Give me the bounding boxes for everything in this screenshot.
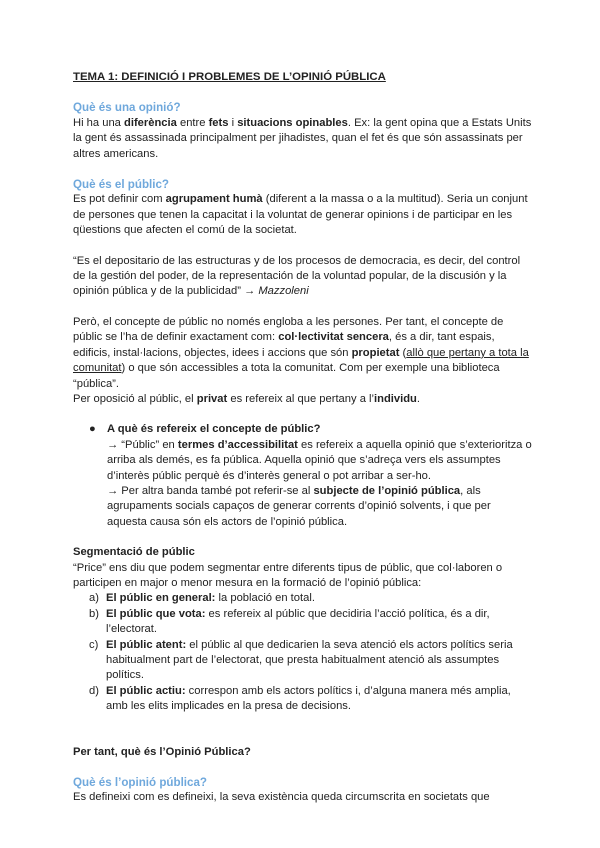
heading-what-is-opinion: Què és una opinió? <box>73 101 181 115</box>
list-item: d) El públic actiu: correspon amb els actors polítics i, d’alguna manera més amplia, amb les elits implicades en la presa de decisions. <box>89 684 511 713</box>
bullet-marker: ● <box>89 423 96 436</box>
paragraph-public-definition: Es pot definir com agrupament humà (diferent a la massa o a la multitud). Seria un conjunt de persones que tenen la capacitat i la voluntat de generar opinions i de participar en les qüestions que afecten el comú de la societat. <box>73 193 528 237</box>
heading-segmentation: Segmentació de públic <box>73 546 195 559</box>
paragraph-opinion: Hi ha una diferència entre fets i situacions opinables. Ex: la gent opina que a Estats Units la gent és assassinada principalment per jihadistes, quan el fet és que són assassinats per altres americans. <box>73 116 532 160</box>
segmentation-list <box>73 591 533 714</box>
document-title: TEMA 1: DEFINICIÓ I PROBLEMES DE L’OPINIÓ PÚBLICA <box>73 71 386 83</box>
bullet-question: A què és refereix el concepte de públic? <box>107 423 321 436</box>
quote-mazzoleni: “Es el depositario de las estructuras y de los procesos de democracia, es decir, del control de la gestión del poder, de la representación de la voluntad popular, de la discusión y la opinión pública y de la publicidad” → Mazzoleni <box>73 254 521 298</box>
bullet-item-public-concept <box>89 422 533 530</box>
bullet-line-accessibility: → “Públic” en termes d’accessibilitat es refereix a aquella opinió que s’exterioritza o arriba als demés, es fa pública. Aquella opinió que s’adreça vers els assumptes d’interès públic perquè és d’interès general o pot arribar a ser-ho. <box>107 438 532 482</box>
paragraph-public-concept: Però, el concepte de públic no només engloba a les persones. Per tant, el concepte de públic se l’ha de definir exactament com: col·lectivitat sencera, és a dir, tant espais, edificis, instal·lacions, objectes, idees i accions que són propietat (allò que pertany a tota la comunitat) o que són accessibles a tota la comunitat. Com per exemple una biblioteca “pública”. <box>73 315 529 390</box>
bullet-line-subject: → Per altra banda també pot referir-se al subjecte de l’opinió pública, als agrupaments socials capaços de generar corrents d’opinió solvents, i que per aquesta causa són els actors de l’opinió pública. <box>107 484 491 528</box>
list-item: a) El públic en general: la població en total. <box>89 592 315 605</box>
heading-what-is-public-opinion: Què és l’opinió pública? <box>73 776 207 790</box>
list-item: b) El públic que vota: es refereix al públic que decidiria l’acció política, és a dir, l’electorat. <box>89 607 490 636</box>
heading-what-is-public: Què és el públic? <box>73 178 169 192</box>
list-item: c) El públic atent: el públic al que dedicarien la seva atenció els actors polítics seria habitualment part de l’electorat, que presta habitualment atenció als assumptes polítics. <box>89 638 513 682</box>
paragraph-private: Per oposició al públic, el privat es refereix al que pertany a l’individu. <box>73 392 420 405</box>
paragraph-public-opinion: Es defineixi com es defineixi, la seva existència queda circumscrita en societats que <box>73 791 490 804</box>
document-page <box>73 70 533 806</box>
heading-public-opinion: Per tant, què és l’Opinió Pública? <box>73 745 251 758</box>
quote-author: Mazzoleni <box>258 285 309 298</box>
paragraph-segmentation-intro: “Price” ens diu que podem segmentar entre diferents tipus de públic, que col·laboren o participen en major o menor mesura en la formació de l’opinió pública: <box>73 561 503 589</box>
